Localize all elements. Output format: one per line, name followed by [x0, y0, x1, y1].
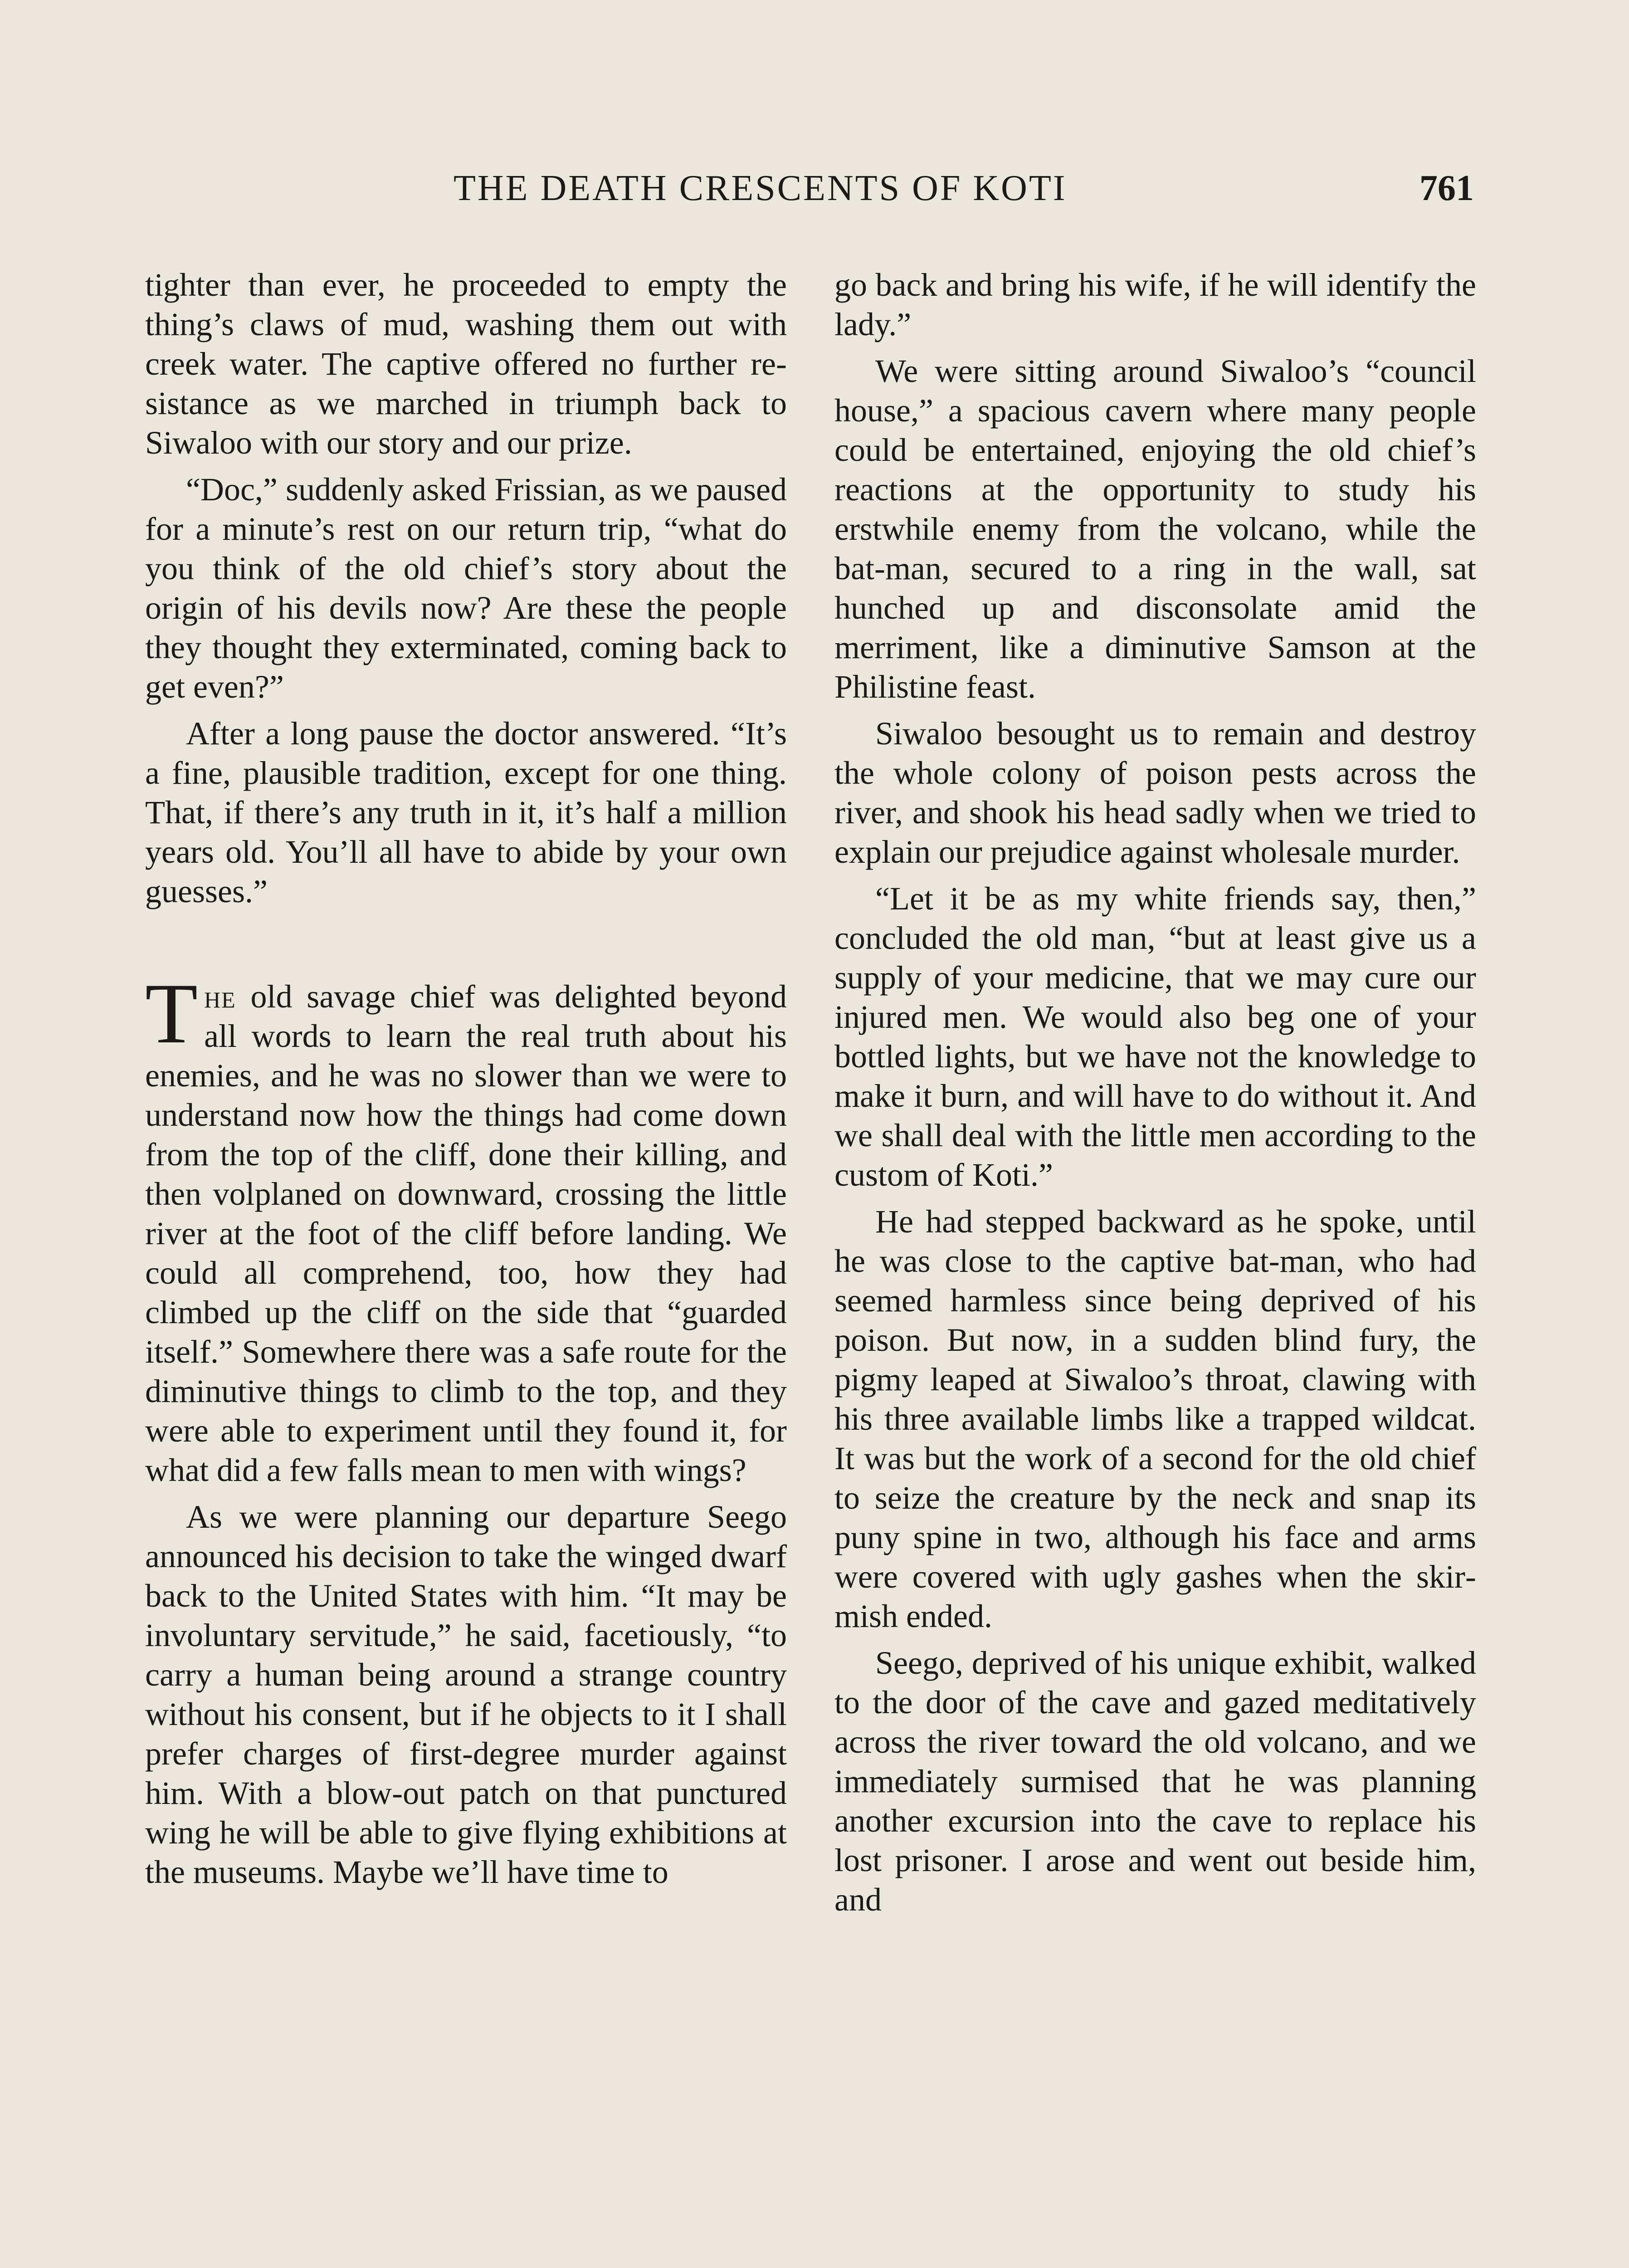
paragraph: tighter than ever, he proceeded to empty the thing’s claws of mud, washing them out with creek water. The captive offered no further resistance as we marched in triumph back to Siwaloo with our story and our prize.	[145, 267, 787, 461]
page-header	[145, 163, 1474, 213]
paragraph: go back and bring his wife, if he will identify the lady.”	[834, 267, 1476, 342]
paragraph: Siwaloo besought us to remain and destroy the whole colony of poison pests across the river, and shook his head sadly when we tried to explain our prejudice against wholesale murder.	[834, 715, 1476, 870]
paragraph: As we were planning our departure Seego announced his decision to take the winged dwarf back to the United States with him. “It may be involuntary servitude,” he said, facetiously, “to carry a human being around a strange country without his consent, but if he objects to it I shall prefer charges of first-degree murder against him. With a blow-out patch on that punctured wing he will be able to give flying exhibitions at the museums. Maybe we’ll have time to	[145, 1499, 787, 1890]
right-column	[834, 265, 1476, 1927]
drop-cap: T	[145, 966, 198, 1061]
paragraph: “Let it be as my white friends say, then,” concluded the old man, “but at least give us a supply of your medicine, that we may cure our injured men. We would also beg one of your bottled lights, but we have not the knowledge to make it burn, and will have to do without it. And we shall deal with the little men according to the custom of Koti.”	[834, 880, 1476, 1193]
paragraph: We were sitting around Siwaloo’s “council house,” a spacious cavern where many people could be entertained, enjoying the old chief’s reactions at the opportunity to study his erstwhile enemy from the volcano, while the bat-man, secured to a ring in the wall, sat hunched up and disconsolate amid the merriment, like a diminutive Samson at the Philistine feast.	[834, 353, 1476, 705]
paragraph: He had stepped backward as he spoke, until he was close to the captive bat-man, who had seemed harmless since being deprived of his poison. But now, in a sudden blind fury, the pigmy leaped at Siwaloo’s throat, clawing with his three available limbs like a trapped wildcat. It was but the work of a second for the old chief to seize the creature by the neck and snap its puny spine in two, although his face and arms were covered with ugly gashes when the skirmish ended.	[834, 1203, 1476, 1634]
paragraph: Seego, deprived of his unique exhibit, walked to the door of the cave and gazed meditatively across the river toward the old volcano, and we immediately surmised that he was planning another excursion into the cave to replace his lost prisoner. I arose and went out beside him, and	[834, 1645, 1476, 1918]
section-opening-paragraph	[145, 966, 787, 1490]
small-caps-lead: he	[204, 978, 236, 1015]
paragraph-text: old savage chief was delighted beyond all words to learn the real truth about his enemies, and he was no slower than we were to understand now how the things had come down from the top of the cliff, done their killing, and then volplaned on downward, crossing the little river at the foot of the cliff before landing. We could all comprehend, too, how they had climbed up the cliff on the side that “guarded itself.” Somewhere there was a safe route for the diminutive things to climb to the top, and they were able to experiment until they found it, for what did a few falls mean to men with wings?	[145, 978, 787, 1488]
running-title: THE DEATH CRESCENTS OF KOTI	[454, 168, 1067, 208]
paragraph: “Doc,” suddenly asked Frissian, as we paused for a minute’s rest on our return trip, “what do you think of the old chief’s story about the origin of his devils now? Are these the people they thought they exterminated, coming back to get even?”	[145, 471, 787, 705]
paragraph: After a long pause the doctor answered. “It’s a fine, plausible tradition, except for one thing. That, if there’s any truth in it, it’s half a million years old. You’ll all have to abide by your own guesses.”	[145, 715, 787, 909]
left-column	[145, 265, 787, 1899]
page-number: 761	[1419, 168, 1474, 208]
